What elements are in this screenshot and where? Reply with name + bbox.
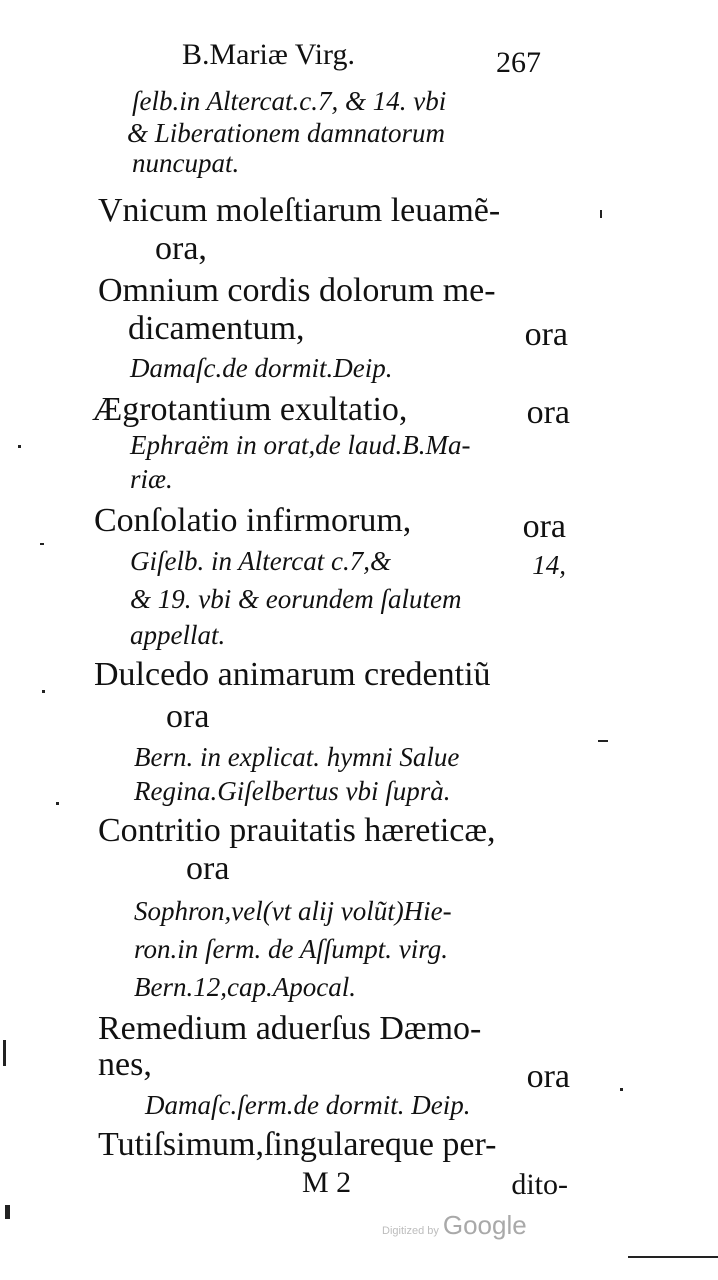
citation-line: appellat. bbox=[130, 620, 226, 650]
citation-line: 14, bbox=[532, 550, 566, 580]
citation-line: Damaſc.ſerm.de dormit. Deip. bbox=[145, 1090, 471, 1120]
page-number: 267 bbox=[496, 46, 541, 79]
citation-line: Regina.Giſelbertus vbi ſuprà. bbox=[134, 776, 451, 806]
invocation-line: nes, bbox=[98, 1046, 152, 1083]
catchword: dito- bbox=[511, 1168, 568, 1201]
citation-line: & 19. vbi & eorundem ſalutem bbox=[130, 584, 462, 614]
citation-line: Ephraëm in orat,de laud.B.Ma- bbox=[130, 430, 471, 460]
invocation-response: ora bbox=[522, 508, 566, 545]
watermark-prefix: Digitized by bbox=[382, 1225, 439, 1237]
citation-line: ſelb.in Altercat.c.7, & 14. vbi bbox=[132, 86, 447, 116]
print-speck bbox=[5, 1205, 10, 1219]
invocation-response: ora bbox=[524, 316, 568, 353]
print-speck bbox=[18, 445, 21, 448]
print-speck bbox=[620, 1088, 623, 1091]
invocation-line: Vnicum moleſtiarum leuamẽ- bbox=[98, 192, 501, 229]
citation-line: Damaſc.de dormit.Deip. bbox=[130, 353, 393, 383]
invocation-response: ora bbox=[186, 850, 230, 887]
signature-mark: M 2 bbox=[302, 1166, 352, 1199]
citation-line: & Liberationem damnatorum bbox=[127, 118, 446, 148]
google-watermark bbox=[382, 1210, 527, 1241]
invocation-response: ora bbox=[166, 698, 210, 735]
citation-line: nuncupat. bbox=[132, 148, 240, 178]
invocation-line: Remedium aduerſus Dæmo- bbox=[98, 1010, 482, 1047]
citation-line: riæ. bbox=[130, 464, 173, 494]
invocation-line: Tutiſsimum,ſingulareque per- bbox=[98, 1126, 497, 1163]
citation-line: ron.in ſerm. de Aſſumpt. virg. bbox=[134, 934, 448, 964]
invocation-line: Contritio prauitatis hæreticæ, bbox=[98, 812, 496, 849]
invocation-line: dicamentum, bbox=[128, 310, 305, 347]
invocation-line: Dulcedo animarum credentiũ bbox=[94, 656, 491, 693]
invocation-response: ora bbox=[526, 394, 570, 431]
print-speck bbox=[56, 802, 59, 805]
print-speck bbox=[40, 543, 44, 545]
google-logo: Google bbox=[442, 1210, 527, 1240]
invocation-line: Omnium cordis dolorum me- bbox=[98, 272, 496, 309]
invocation-response: ora, bbox=[155, 230, 207, 267]
citation-line: Bern.12,cap.Apocal. bbox=[134, 972, 356, 1002]
citation-line: Sophron,vel(vt alij volũt)Hie- bbox=[134, 896, 452, 926]
citation-line: Bern. in explicat. hymni Salue bbox=[134, 742, 460, 772]
invocation-response: ora bbox=[526, 1058, 570, 1095]
citation-line: Giſelb. in Altercat c.7,& bbox=[130, 546, 391, 576]
print-speck bbox=[598, 740, 608, 742]
invocation-line: Conſolatio infirmorum, bbox=[94, 502, 412, 539]
print-speck bbox=[600, 210, 602, 218]
running-title: B.Mariæ Virg. bbox=[182, 38, 355, 71]
print-speck bbox=[628, 1256, 718, 1258]
print-speck bbox=[42, 690, 45, 693]
invocation-line: Ægrotantium exultatio, bbox=[92, 391, 408, 428]
print-speck bbox=[3, 1040, 6, 1066]
